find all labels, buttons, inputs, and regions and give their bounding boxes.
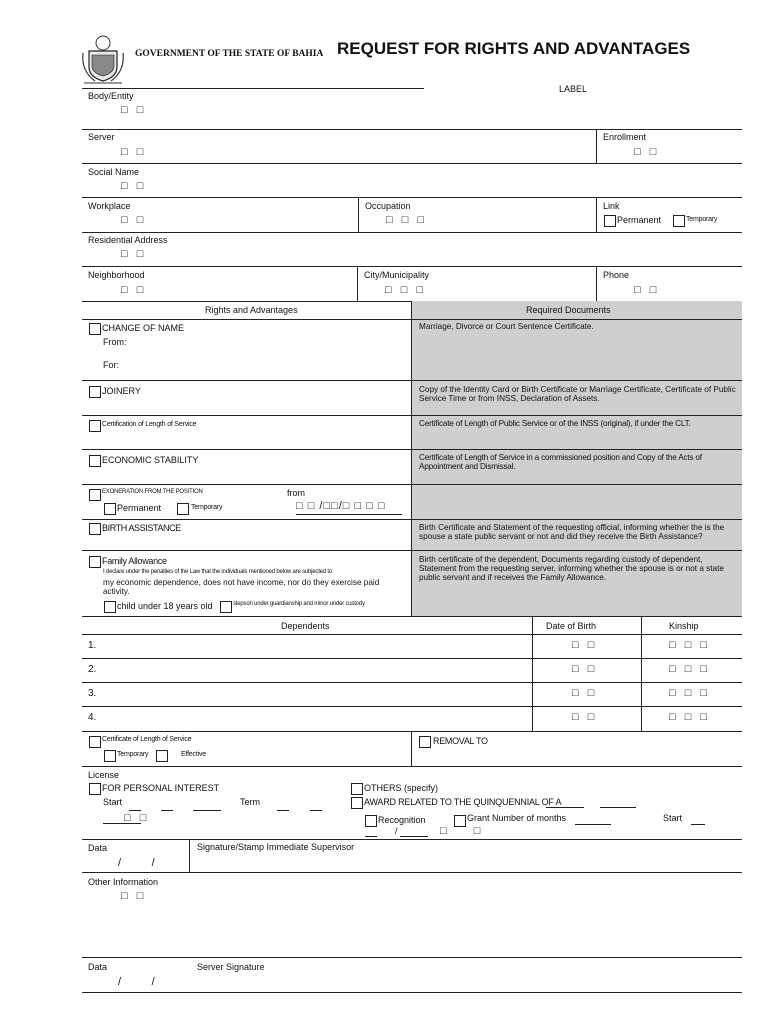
date-label: Data (88, 843, 108, 853)
exoneration-date-field[interactable]: □ □ /□□/□ □ □ □ (296, 500, 386, 512)
occupation-field[interactable]: □ □ □ (386, 214, 428, 226)
exoneration-checkbox[interactable] (89, 489, 101, 501)
change-of-name-from: From: (103, 337, 127, 347)
license-label: License (88, 770, 120, 780)
exoneration-permanent-label: Permanent (117, 503, 162, 513)
others-label: OTHERS (specify) (364, 783, 439, 793)
change-of-name-for: For: (103, 360, 120, 370)
exoneration-permanent-checkbox[interactable] (104, 503, 116, 515)
link-label: Link (603, 201, 620, 211)
supervisor-signature-label: Signature/Stamp Immediate Supervisor (197, 842, 355, 852)
exoneration-temporary-label: Temporary (191, 504, 223, 511)
form-title: REQUEST FOR RIGHTS AND ADVANTAGES (337, 39, 691, 58)
residential-address-label: Residential Address (88, 235, 168, 245)
license-start-label: Start (103, 797, 123, 807)
residential-address-field[interactable]: □ □ (121, 248, 147, 260)
family-allowance-declaration: I declare under the penalties of the Law that the individuals mentioned below are subjected to (103, 569, 333, 575)
server-field[interactable]: □ □ (121, 146, 147, 158)
exoneration-temporary-checkbox[interactable] (177, 503, 189, 515)
service-cert-checkbox[interactable] (89, 736, 101, 748)
child-under-18-label: child under 18 years old (117, 601, 213, 611)
family-allowance-label: Family Allowance (102, 556, 167, 566)
exoneration-label: EXONERATION FROM THE POSITION (102, 489, 203, 495)
link-permanent-label: Permanent (617, 215, 662, 225)
family-allowance-doc: Birth certificate of the dependent, Documents regarding custody of dependent, Statement from the requesting server, informing whether the spouse is or not a state public servant and if receives the Family Allowance. (419, 555, 724, 582)
dependent-kinship-field[interactable]: □ □ □ (669, 639, 711, 651)
cert-length-checkbox[interactable] (89, 420, 101, 432)
server-signature-label: Server Signature (197, 962, 265, 972)
joinery-checkbox[interactable] (89, 386, 101, 398)
date-label-2: Data (88, 962, 108, 972)
birth-assistance-checkbox[interactable] (89, 523, 101, 535)
stepson-checkbox[interactable] (220, 601, 232, 613)
service-temporary-label: Temporary (117, 751, 149, 758)
server-label: Server (88, 132, 115, 142)
workplace-field[interactable]: □ □ (121, 214, 147, 226)
economic-stability-checkbox[interactable] (89, 455, 101, 467)
grant-label: Grant Number of months (467, 813, 567, 823)
occupation-label: Occupation (365, 201, 411, 211)
family-allowance-text: my economic dependence, does not have income, nor do they exercise paid activity. (103, 578, 380, 596)
dependent-row-number: 3. (88, 688, 97, 699)
dependent-dob-field[interactable]: □ □ (572, 687, 598, 699)
service-temporary-checkbox[interactable] (104, 750, 116, 762)
family-allowance-checkbox[interactable] (89, 556, 101, 568)
city-field[interactable]: □ □ □ (385, 284, 427, 296)
grant-date-field[interactable]: □ □ (440, 825, 493, 837)
other-information-field[interactable]: □ □ (121, 890, 147, 902)
enrollment-label: Enrollment (603, 132, 647, 142)
birth-assistance-doc: Birth Certificate and Statement of the requesting official, informing whether the is the spouse a state public servant or not and did they receive the Birth Assistance? (419, 523, 725, 541)
state-coat-of-arms-logo (80, 33, 126, 85)
removal-to-checkbox[interactable] (419, 736, 431, 748)
dependent-kinship-field[interactable]: □ □ □ (669, 663, 711, 675)
neighborhood-field[interactable]: □ □ (121, 284, 147, 296)
dependent-kinship-field[interactable]: □ □ □ (669, 687, 711, 699)
social-name-field[interactable]: □ □ (121, 180, 147, 192)
dependent-row-number: 2. (88, 664, 97, 675)
award-label: AWARD RELATED TO THE QUINQUENNIAL OF A (364, 797, 562, 807)
joinery-doc: Copy of the Identity Card or Birth Certificate or Marriage Certificate, Certificate of Public Service Time or from INSS, Declaration of Assets. (419, 385, 736, 403)
city-label: City/Municipality (364, 270, 430, 280)
economic-stability-doc: Certificate of Length of Service in a commissioned position and Copy of the Acts of Appointment and Dismissal. (419, 453, 702, 471)
dependent-dob-field[interactable]: □ □ (572, 663, 598, 675)
change-of-name-doc: Marriage, Divorce or Court Sentence Certificate. (419, 322, 594, 331)
dependents-column-header: Dependents (281, 621, 330, 631)
exoneration-from-label: from (287, 488, 305, 498)
workplace-label: Workplace (88, 201, 131, 211)
label-caption: LABEL (559, 84, 588, 94)
license-start-field[interactable]: □ □ (124, 812, 150, 824)
body-entity-field[interactable]: □ □ (121, 104, 147, 116)
joinery-label: JOINERY (102, 386, 141, 396)
rights-column-header: Rights and Advantages (205, 305, 298, 315)
cert-length-label: Certification of Length of Service (102, 421, 197, 428)
phone-label: Phone (603, 270, 630, 280)
date-field-2[interactable]: / / (118, 976, 155, 988)
dependent-dob-field[interactable]: □ □ (572, 639, 598, 651)
dob-column-header: Date of Birth (546, 621, 597, 631)
change-of-name-checkbox[interactable] (89, 323, 101, 335)
dependent-kinship-field[interactable]: □ □ □ (669, 711, 711, 723)
dependent-row-number: 4. (88, 712, 97, 723)
date-field[interactable]: / / (118, 857, 155, 869)
recognition-checkbox[interactable] (365, 815, 377, 827)
phone-field[interactable]: □ □ (634, 284, 660, 296)
recognition-label: Recognition (378, 815, 426, 825)
grant-date-separator: / (395, 826, 398, 836)
dependent-dob-field[interactable]: □ □ (572, 711, 598, 723)
award-checkbox[interactable] (351, 797, 363, 809)
others-checkbox[interactable] (351, 783, 363, 795)
removal-to-label: REMOVAL TO (433, 736, 488, 746)
documents-column-header: Required Documents (526, 305, 611, 315)
personal-interest-label: FOR PERSONAL INTEREST (102, 783, 220, 793)
cert-length-doc: Certificate of Length of Public Service or of the INSS (original), if under the CLT. (419, 419, 691, 428)
other-information-label: Other Information (88, 877, 159, 887)
service-effective-label: Effective (181, 751, 206, 758)
child-under-18-checkbox[interactable] (104, 601, 116, 613)
service-effective-checkbox[interactable] (156, 750, 168, 762)
social-name-label: Social Name (88, 167, 140, 177)
enrollment-field[interactable]: □ □ (634, 146, 660, 158)
link-temporary-checkbox[interactable] (673, 215, 685, 227)
economic-stability-label: ECONOMIC STABILITY (102, 455, 199, 465)
personal-interest-checkbox[interactable] (89, 783, 101, 795)
birth-assistance-label: BIRTH ASSISTANCE (102, 523, 181, 533)
government-heading: GOVERNMENT OF THE STATE OF BAHIA (135, 49, 324, 59)
dependent-row-number: 1. (88, 640, 97, 651)
change-of-name-label: CHANGE OF NAME (102, 323, 185, 333)
stepson-label: stepson under guardianship and minor under custody (233, 601, 365, 607)
body-entity-label: Body/Entity (88, 91, 134, 101)
neighborhood-label: Neighborhood (88, 270, 145, 280)
license-term-label: Term (240, 797, 260, 807)
grant-start-label: Start (663, 813, 683, 823)
service-cert-label: Certificate of Length of Service (102, 736, 192, 743)
kinship-column-header: Kinship (669, 621, 699, 631)
link-temporary-label: Temporary (686, 216, 718, 223)
link-permanent-checkbox[interactable] (604, 215, 616, 227)
